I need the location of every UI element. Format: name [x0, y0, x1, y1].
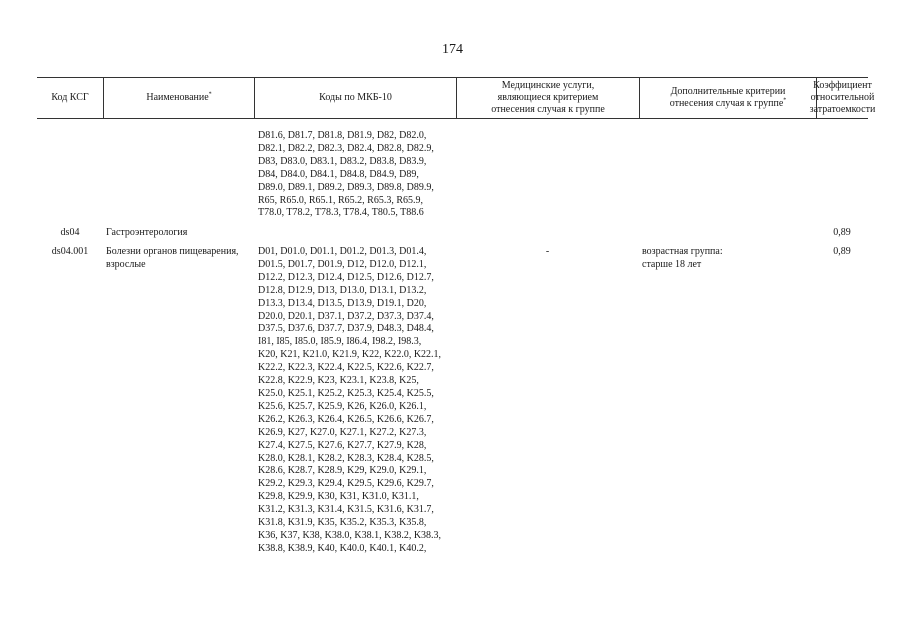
item-criteria: возрастная группа: старше 18 лет	[642, 246, 723, 270]
group-coef: 0,89	[833, 227, 851, 238]
item-coef: 0,89	[833, 246, 851, 257]
table-header	[37, 77, 876, 119]
header-services: Медицинские услуги, являющиеся критерием отнесения случая к группе	[456, 78, 639, 118]
header-coef: Коэффициент относительной затратоемкости	[816, 78, 868, 118]
group-code: ds04	[60, 227, 80, 238]
item-code: ds04.001	[51, 246, 89, 257]
header-name: Наименование*	[103, 78, 254, 118]
item-name: Болезни органов пищеварения, взрослые	[106, 246, 239, 270]
header-code: Код КСГ	[51, 92, 89, 103]
group-name: Гастроэнтерология	[106, 227, 188, 238]
page-number: 174	[442, 42, 463, 57]
header-criteria: Дополнительные критерии отнесения случая к группе*	[639, 78, 816, 118]
continuation-icd-codes: D81.6, D81.7, D81.8, D81.9, D82, D82.0, D82.1, D82.2, D82.3, D82.4, D82.8, D82.9, D83, D83.0, D83.1, D83.2, D83.8, D83.9, D84, D84.0, D84.1, D84.8, D84.9, D89, D89.0, D89.1, D89.2, D89.3, D89.8, D89.9, R65, R65.0, R65.1, R65.2, R65.3, R65.9, T78.0, T78.2, T78.3, T78.4, T80.5, T88.6	[258, 130, 434, 219]
item-services: -	[545, 246, 550, 257]
header-icd: Коды по МКБ-10	[254, 78, 456, 118]
item-icd-codes: D01, D01.0, D01.1, D01.2, D01.3, D01.4, D01.5, D01.7, D01.9, D12, D12.0, D12.1, D12.2, D12.3, D12.4, D12.5, D12.6, D12.7, D12.8, D12.9, D13, D13.0, D13.1, D13.2, D13.3, D13.4, D13.5, D13.9, D19.1, D20, D20.0, D20.1, D37.1, D37.2, D37.3, D37.4, D37.5, D37.6, D37.7, D37.9, D48.3, D48.4, I81, I85, I85.0, I85.9, I86.4, I98.2, I98.3, K20, K21, K21.0, K21.9, K22, K22.0, K22.1, K22.2, K22.3, K22.4, K22.5, K22.6, K22.7, K22.8, K22.9, K23, K23.1, K23.8, K25, K25.0, K25.1, K25.2, K25.3, K25.4, K25.5, K25.6, K25.7, K25.9, K26, K26.0, K26.1, K26.2, K26.3, K26.4, K26.5, K26.6, K26.7, K26.9, K27, K27.0, K27.1, K27.2, K27.3, K27.4, K27.5, K27.6, K27.7, K27.9, K28, K28.0, K28.1, K28.2, K28.3, K28.4, K28.5, K28.6, K28.7, K28.9, K29, K29.0, K29.1, K29.2, K29.3, K29.4, K29.5, K29.6, K29.7, K29.8, K29.9, K30, K31, K31.0, K31.1, K31.2, K31.3, K31.4, K31.5, K31.6, K31.7, K31.8, K31.9, K35, K35.2, K35.3, K35.8, K36, K37, K38, K38.0, K38.1, K38.2, K38.3, K38.8, K38.9, K40, K40.0, K40.1, K40.2,	[258, 246, 442, 554]
